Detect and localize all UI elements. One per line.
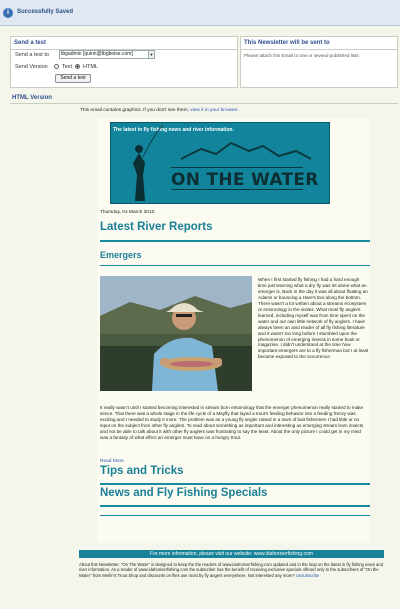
send-version-label: Send Version xyxy=(15,64,48,70)
send-to-value: tbgadmin [quinn@tbgboise.com] xyxy=(61,51,133,57)
newsletter-banner xyxy=(110,122,330,204)
chevron-down-icon: ▼ xyxy=(149,52,154,57)
graphics-notice xyxy=(80,108,239,114)
section-divider xyxy=(100,515,370,516)
footer-info-bar: For more information, please visit our website: www.idahoriverfishing.com xyxy=(79,550,384,558)
radio-html[interactable] xyxy=(75,64,80,69)
info-icon: i xyxy=(3,8,13,18)
footer-about xyxy=(79,562,386,578)
section-divider xyxy=(100,483,370,485)
recipients-panel xyxy=(240,36,398,88)
section-divider xyxy=(100,240,370,242)
news-specials-heading: News and Fly Fishing Specials xyxy=(100,487,268,499)
radio-html-label: HTML xyxy=(83,64,98,70)
section-divider xyxy=(100,265,370,266)
radio-text[interactable] xyxy=(54,64,59,69)
tips-and-tricks-heading: Tips and Tricks xyxy=(100,465,184,477)
footer-about-text: About this Newsletter: "On The Water" is designed to keep the the readers of www.idahoriverfishing.com updated and in the loop on the latest in fly fishing news and river information. As a reader of www.idahoriverfishing.com the subscriber has the benefit of receiving exclusive specials offered only to the subscribers of "On the Water" from Merlin's Trout Shop and discounts on flies use most by fly angers everywhere. Not interested any more? xyxy=(79,562,383,578)
graphics-notice-text: This email contains graphics. If you don't see them, xyxy=(80,108,189,113)
divider xyxy=(10,103,398,104)
html-version-title: HTML Version xyxy=(12,95,52,101)
success-notice xyxy=(0,0,400,26)
newsletter-date: Thursday, 04 March 2010 xyxy=(100,210,155,215)
fisherman-photo xyxy=(100,276,252,391)
latest-river-reports-heading: Latest River Reports xyxy=(100,221,213,233)
recipients-title: This Newsletter will be sent to xyxy=(244,40,330,46)
banner-tagline: The latest in fly fishing news and river information. xyxy=(113,127,234,133)
divider xyxy=(241,49,397,50)
section-divider xyxy=(100,505,370,507)
success-message: Successfully Saved xyxy=(17,9,74,15)
read-more-link[interactable]: Read More xyxy=(100,459,124,464)
article-full-text: It really wasn't until I started becoming interested in stream born entomology that the emerger phenomenon really started to make sence. That there was a whole stage in the life cycle of a Mayfly that layed a trout's feeding behavior into a feeding frenzy was exciting and I needed to study it more. The problem was as a young fly angler raised in a town of bait fishermen I had little or no input on the subject from other fly anglers. To read about something as important and interesting as emerging stream born insects and not be able to talk about it with other fly anglers was frustrating to say the least. About the only picture I could get in my mind was a fantasy of what effect an emerger must have on a hungry trout. xyxy=(100,405,364,440)
unsubscribe-link[interactable]: Unsubscribe xyxy=(295,572,320,578)
send-to-select[interactable] xyxy=(59,50,155,59)
recipients-message: Please attach this Email to one or several published lists xyxy=(244,53,359,58)
article-side-text: When I first started fly fishing I had a hard enough time just learning what a dry fly was let alone what an emerger is. Back in the day it was all about floating an Adams or bouncing a Hare's Ear along the bottom. There wasn't a lot written about a streams ecosystem or entomology in the sixties. What most fly anglers learned, including myself was from time spent on the water and our own little network of fly anglers. I have always been an avid reader of all fly fishing literature and it wasn't too long before I stumbled upon the phenomenon of emerging insects in some book or magazine. I didn't understand at the time how important emergers are to a fly fisherman but I at least became exposed to the occurrence. xyxy=(258,277,369,360)
send-test-button[interactable]: Send a test xyxy=(55,74,91,83)
view-in-browser-link[interactable]: view it in your browser. xyxy=(190,108,239,113)
send-test-title: Send a test xyxy=(14,40,47,46)
emergers-heading: Emergers xyxy=(100,250,142,260)
radio-text-label: Text xyxy=(62,64,73,70)
send-test-panel xyxy=(10,36,238,88)
send-to-label: Send a test to xyxy=(15,52,49,58)
fly-fisherman-icon xyxy=(115,123,165,203)
banner-logo: ON THE WATER xyxy=(171,170,319,190)
